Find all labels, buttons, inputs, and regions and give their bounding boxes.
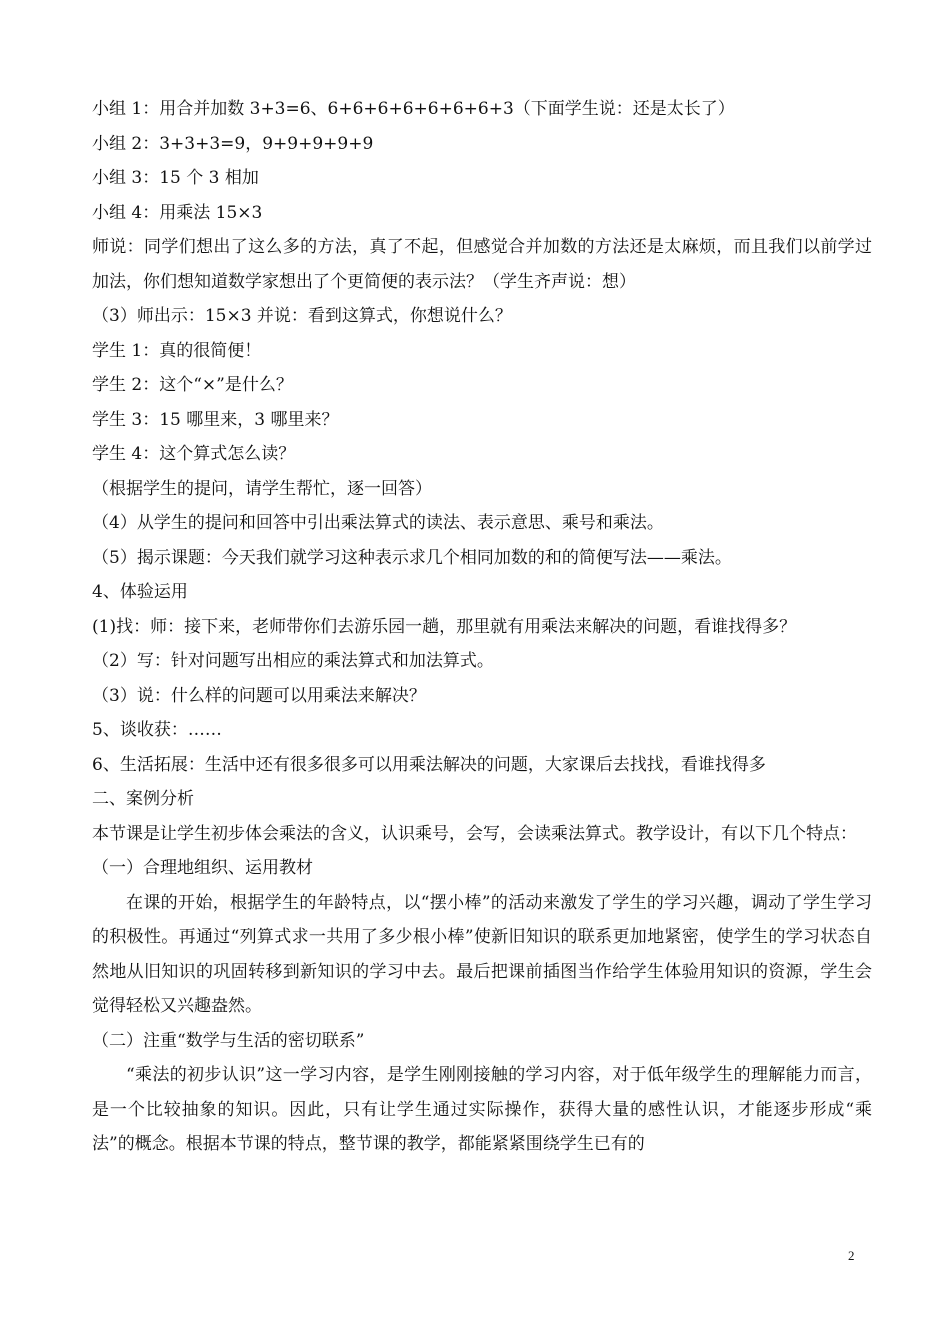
answer-note-line: （根据学生的提问，请学生帮忙，逐一回答） (92, 478, 432, 499)
section-4-heading: 4、体验运用 (92, 582, 188, 602)
section-5-heading: 5、谈收获：…… (92, 720, 222, 740)
say-line: （3）说：什么样的问题可以用乘法来解决？ (92, 685, 426, 706)
section-one-paragraph: 在课的开始，根据学生的年龄特点，以“摆小棒”的活动来激发了学生的学习兴趣，调动了学生学习的积极性。再通过“列算式求一共用了多少根小棒”使新旧知识的联系更加地紧密，使学生的学习状态自然地从旧知识的巩固转移到新知识的学习中去。最后把课前插图当作给学生体验用知识的资源，学生会觉得轻松又兴趣盎然。 (92, 892, 872, 1016)
document-body (92, 92, 872, 1162)
find-line: (1)找：师：接下来，老师带你们去游乐园一趟，那里就有用乘法来解决的问题，看谁找得多？ (92, 616, 797, 637)
section-6-line: 6、生活拓展：生活中还有很多很多可以用乘法解决的问题，大家课后去找找，看谁找得多 (92, 754, 766, 775)
teacher-paragraph: 师说：同学们想出了这么多的方法，真了不起，但感觉合并加数的方法还是太麻烦，而且我们以前学过加法，你们想知道数学家想出了个更简便的表示法？（学生齐声说：想） (92, 237, 872, 292)
step-3-line: （3）师出示：15×3 并说：看到这算式，你想说什么？ (92, 306, 512, 326)
case-analysis-heading: 二、案例分析 (92, 789, 194, 809)
analysis-intro-paragraph: 本节课是让学生初步体会乘法的含义，认识乘号，会写，会读乘法算式。教学设计，有以下几个特点： (92, 823, 857, 844)
step-5-line: （5）揭示课题：今天我们就学习这种表示求几个相同加数的和的简便写法——乘法。 (92, 547, 732, 568)
student-1-line: 学生 1：真的很简便！ (92, 340, 262, 361)
step-4-line: （4）从学生的提问和回答中引出乘法算式的读法、表示意思、乘号和乘法。 (92, 513, 664, 533)
student-3-line: 学生 3：15 哪里来，3 哪里来？ (92, 409, 339, 430)
write-line: （2）写：针对问题写出相应的乘法算式和加法算式。 (92, 651, 494, 671)
section-two-paragraph: “乘法的初步认识”这一学习内容，是学生刚刚接触的学习内容，对于低年级学生的理解能力而言，是一个比较抽象的知识。因此，只有让学生通过实际操作，获得大量的感性认识，才能逐步形成“乘法”的概念。根据本节课的特点，整节课的教学，都能紧紧围绕学生已有的 (92, 1065, 872, 1154)
section-one-title: （一）合理地组织、运用教材 (92, 858, 313, 878)
section-two-title: （二）注重“数学与生活的密切联系” (92, 1030, 365, 1051)
group-2-line: 小组 2：3+3+3=9，9+9+9+9+9 (92, 133, 374, 154)
group-3-line: 小组 3：15 个 3 相加 (92, 168, 259, 188)
group-4-line: 小组 4：用乘法 15×3 (92, 202, 263, 223)
student-4-line: 学生 4：这个算式怎么读？ (92, 444, 296, 464)
student-2-line: 学生 2：这个“×”是什么？ (92, 375, 293, 395)
group-1-line: 小组 1：用合并加数 3+3=6、6+6+6+6+6+6+6+3（下面学生说：还是太长了） (92, 99, 735, 119)
page-number: 2 (848, 1248, 855, 1263)
